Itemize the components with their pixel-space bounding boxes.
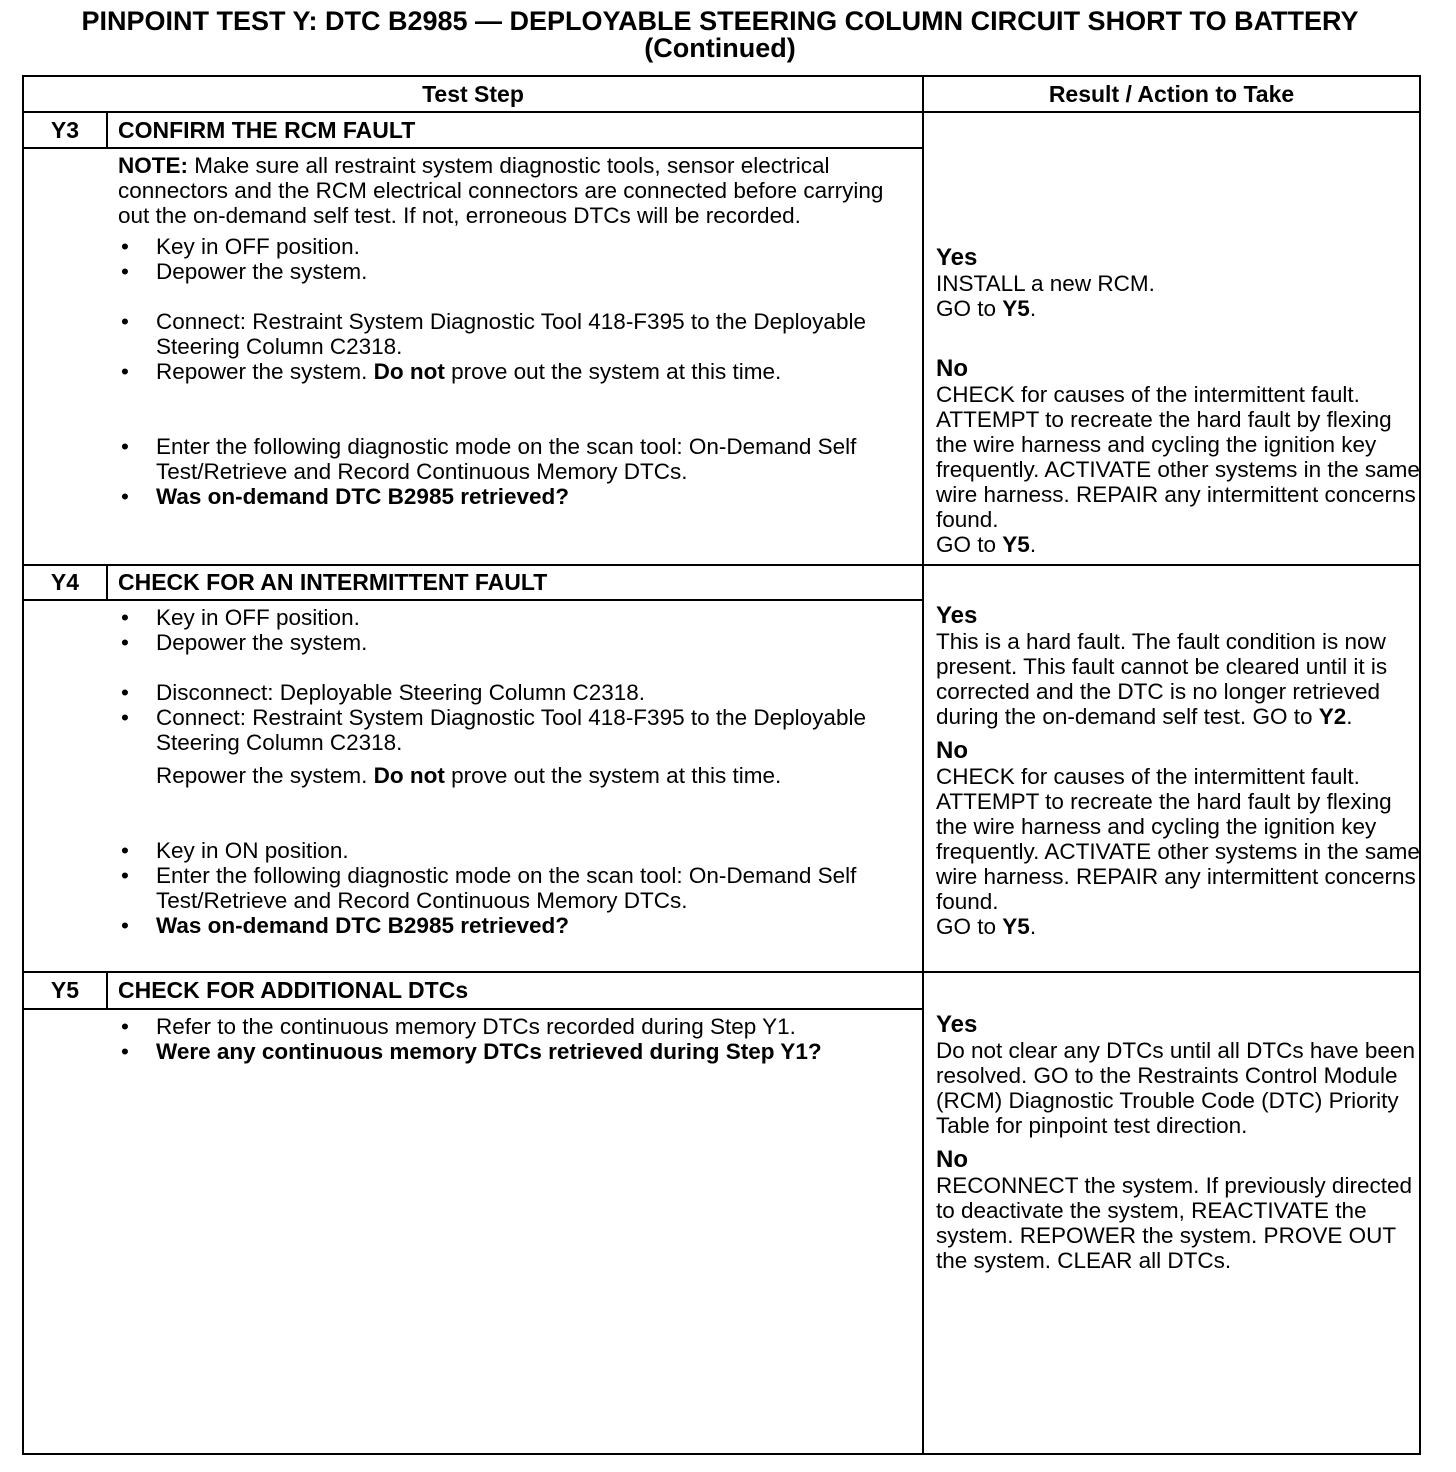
y4-no-go-ref: Y5: [1002, 914, 1030, 939]
step-body-y5: [118, 1014, 908, 1064]
result-y5: [936, 1012, 1422, 1273]
y4-bullet: • Key in OFF position.: [118, 605, 908, 630]
y3-note-text: Make sure all restraint system diagnostic tools, sensor electrical connectors and the RCM electrical connectors are connected before carrying out the on-demand self test. If not, erroneous DTCs will be recorded.: [118, 153, 884, 228]
y4-repower-text-end: prove out the system at this time.: [444, 763, 782, 788]
y3-repower-text: Repower the system.: [156, 359, 374, 384]
y5-question: [118, 1039, 908, 1064]
y4-no-go: [936, 914, 1422, 939]
page-title-continued: (Continued): [644, 33, 796, 63]
y5-id-divider: [106, 971, 108, 1008]
y4-bullet: • Enter the following diagnostic mode on the scan tool: On-Demand Self Test/Retrieve and Record Continuous Memory DTCs.: [118, 863, 908, 913]
page-title-line1: PINPOINT TEST Y: DTC B2985 — DEPLOYABLE STEERING COLUMN CIRCUIT SHORT TO BATTERY: [81, 6, 1359, 36]
y4-yes-text: [936, 629, 1422, 729]
y4-id-divider: [106, 564, 108, 599]
y3-no-go-ref: Y5: [1002, 532, 1030, 557]
y4-yes-go-ref: Y2: [1318, 704, 1347, 729]
y3-question: [118, 484, 908, 509]
result-y4: [936, 603, 1422, 939]
y3-no-label: No: [936, 355, 968, 382]
header-test-step: Test Step: [422, 81, 524, 107]
y3-bullet: • Depower the system.: [118, 259, 908, 284]
step-body-y3: [118, 153, 908, 509]
y4-bullet: • Connect: Restraint System Diagnostic Tool 418-F395 to the Deployable Steering Column C2318.: [118, 705, 908, 755]
y4-do-not: Do not: [373, 763, 445, 788]
y4-repower-text: Repower the system.: [156, 763, 374, 788]
page-title: [0, 8, 1440, 62]
y3-no-go-end: .: [1029, 532, 1037, 557]
y3-yes-text: INSTALL a new RCM.: [936, 271, 1155, 296]
y3-note-label: NOTE:: [118, 153, 188, 178]
y4-yes-go-end: .: [1346, 704, 1353, 729]
y5-yes-label: Yes: [936, 1011, 978, 1038]
y3-bullet: • Key in OFF position.: [118, 234, 908, 259]
y4-title-underline: [24, 599, 922, 601]
y5-bullet: • Refer to the continuous memory DTCs recorded during Step Y1.: [118, 1014, 908, 1039]
y4-bullet: • Key in ON position.: [118, 838, 908, 863]
y4-no-label: No: [936, 737, 968, 764]
step-id-y3: Y3: [50, 117, 80, 143]
step-body-y4: [118, 605, 908, 938]
y3-no-text: CHECK for causes of the intermittent fault. ATTEMPT to recreate the hard fault by flexing the wire harness and cycling the ignition key frequently. ACTIVATE other systems in the same wire harness. REPAIR any intermittent concerns found.: [936, 382, 1420, 532]
y4-no-go-end: .: [1029, 914, 1037, 939]
step-title-y4: CHECK FOR AN INTERMITTENT FAULT: [118, 569, 548, 595]
y5-yes-text: Do not clear any DTCs until all DTCs have been resolved. GO to the Restraints Control Module (RCM) Diagnostic Trouble Code (DTC) Priority Table for pinpoint test direction.: [936, 1038, 1415, 1138]
y3-id-divider: [106, 111, 108, 147]
y5-no-label: No: [936, 1146, 968, 1173]
column-divider: [922, 77, 924, 1453]
result-y3: [936, 245, 1422, 557]
step-id-y5: Y5: [50, 977, 80, 1003]
y4-bullet: • Depower the system.: [118, 630, 908, 655]
y3-bullet: [118, 359, 908, 384]
y3-yes-label: Yes: [936, 244, 978, 271]
y3-yes-go-end: .: [1029, 296, 1037, 321]
pinpoint-test-table: [22, 75, 1421, 1455]
y3-title-underline: [24, 147, 922, 149]
y4-no-text: CHECK for causes of the intermittent fault. ATTEMPT to recreate the hard fault by flexing the wire harness and cycling the ignition key frequently. ACTIVATE other systems in the same wire harness. REPAIR any intermittent concerns found.: [936, 764, 1420, 914]
y5-title-underline: [24, 1008, 922, 1010]
y3-do-not: Do not: [373, 359, 445, 384]
y4-repower: [118, 763, 908, 788]
header-result-action: Result / Action to Take: [1048, 81, 1295, 107]
y4-bullet: • Disconnect: Deployable Steering Column C2318.: [118, 680, 908, 705]
y4-no-go-text: GO to: [936, 914, 1003, 939]
y3-bullet: • Connect: Restraint System Diagnostic Tool 418-F395 to the Deployable Steering Column C2318.: [118, 309, 908, 359]
y3-question-text: Was on-demand DTC B2985 retrieved?: [156, 484, 570, 509]
y3-no-go: [936, 532, 1422, 557]
step-id-y4: Y4: [50, 569, 80, 595]
y4-question-text: Was on-demand DTC B2985 retrieved?: [156, 913, 570, 938]
y5-question-text: Were any continuous memory DTCs retrieved during Step Y1?: [156, 1039, 822, 1064]
y4-yes-text-body: This is a hard fault. The fault condition is now present. This fault cannot be cleared until it is corrected and the DTC is no longer retrieved during the on-demand self test. GO to: [936, 629, 1388, 729]
y3-yes-go-ref: Y5: [1002, 296, 1030, 321]
y3-repower-text-end: prove out the system at this time.: [444, 359, 782, 384]
step-title-y5: CHECK FOR ADDITIONAL DTCs: [118, 977, 469, 1003]
y4-yes-label: Yes: [936, 602, 978, 629]
y3-yes-go-text: GO to: [936, 296, 1003, 321]
y3-note: [118, 153, 908, 228]
y4-question: [118, 913, 908, 938]
y3-yes-go: [936, 296, 1422, 321]
y3-no-go-text: GO to: [936, 532, 1003, 557]
y3-bullet: • Enter the following diagnostic mode on the scan tool: On-Demand Self Test/Retrieve and Record Continuous Memory DTCs.: [118, 434, 908, 484]
step-title-y3: CONFIRM THE RCM FAULT: [118, 117, 416, 143]
y5-no-text: RECONNECT the system. If previously directed to deactivate the system, REACTIVATE the system. REPOWER the system. PROVE OUT the system. CLEAR all DTCs.: [936, 1173, 1412, 1273]
